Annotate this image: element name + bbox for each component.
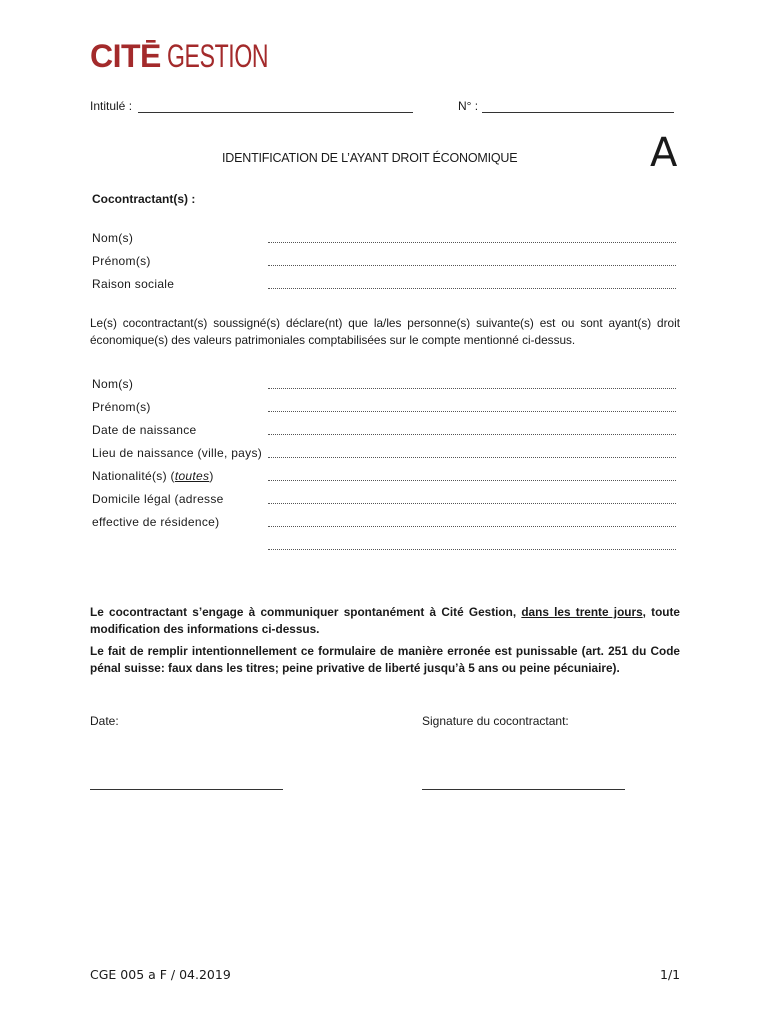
ayant-droit-nom-field[interactable] <box>268 388 676 389</box>
numero-label: N° : <box>458 99 479 113</box>
engagement-part2: , toute modification des informations ci-dessus. <box>90 605 680 636</box>
ayant-droit-prenom-label: Prénom(s) <box>92 400 151 414</box>
nationalite-toutes: toutes <box>174 469 210 483</box>
cocontractant-raison-sociale-field[interactable] <box>268 288 676 289</box>
form-title: IDENTIFICATION DE L’AYANT DROIT ÉCONOMIQUE <box>222 151 518 165</box>
nationalite-suffix: ) <box>209 469 214 483</box>
ayant-droit-domicile-field-1[interactable] <box>268 503 676 504</box>
ayant-droit-date-naissance-label: Date de naissance <box>92 423 197 437</box>
ayant-droit-domicile-label-line2: effective de résidence) <box>92 515 220 529</box>
date-field[interactable] <box>90 789 283 790</box>
logo-text-gestion: GESTION <box>166 38 269 74</box>
ayant-droit-domicile-field-3[interactable] <box>268 549 676 550</box>
cite-gestion-logo <box>90 38 307 74</box>
ayant-droit-date-naissance-field[interactable] <box>268 434 676 435</box>
field-label-nom: Nom(s) <box>92 231 134 245</box>
ayant-droit-nationalite-label <box>92 469 214 484</box>
declaration-text: Le(s) cocontractant(s) soussigné(s) déclare(nt) que la/les personne(s) suivante(s) est ou sont ayant(s) droit économique(s) des valeurs patrimoniales comptabilisées sur le compte mentionné ci-dessus. <box>90 316 680 347</box>
cocontractant-prenom-field[interactable] <box>268 265 676 266</box>
ayant-droit-prenom-field[interactable] <box>268 411 676 412</box>
field-label-prenom: Prénom(s) <box>92 254 151 268</box>
nationalite-prefix: Nationalité(s) ( <box>92 469 175 483</box>
ayant-droit-domicile-field-2[interactable] <box>268 526 676 527</box>
signature-label: Signature du cocontractant: <box>422 714 569 728</box>
cocontractants-heading: Cocontractant(s) : <box>92 192 196 206</box>
ayant-droit-lieu-naissance-field[interactable] <box>268 457 676 458</box>
page-number: 1/1 <box>660 967 681 982</box>
engagement-deadline: dans les trente jours <box>521 605 643 619</box>
field-label-raison-sociale: Raison sociale <box>92 277 175 291</box>
penal-notice: Le fait de remplir intentionnellement ce formulaire de manière erronée est punissable (art. 251 du Code pénal suisse: faux dans les titres; peine privative de liberté jusqu’à 5 ans ou peine pécuniaire). <box>90 644 680 675</box>
form-letter: A <box>650 130 678 176</box>
ayant-droit-domicile-label-line1: Domicile légal (adresse <box>92 492 224 506</box>
numero-field[interactable] <box>482 112 674 113</box>
form-reference: CGE 005 a F / 04.2019 <box>90 967 231 982</box>
cocontractant-nom-field[interactable] <box>268 242 676 243</box>
logo-text-cite: CITĒ <box>90 38 161 74</box>
ayant-droit-nom-label: Nom(s) <box>92 377 134 391</box>
engagement-text <box>90 604 680 638</box>
signature-field[interactable] <box>422 789 625 790</box>
intitule-label: Intitulé : <box>90 99 133 113</box>
ayant-droit-nationalite-field[interactable] <box>268 480 676 481</box>
engagement-part1: Le cocontractant s’engage à communiquer spontanément à Cité Gestion, <box>90 605 522 619</box>
date-label: Date: <box>90 714 119 728</box>
ayant-droit-lieu-naissance-label: Lieu de naissance (ville, pays) <box>92 446 263 460</box>
intitule-field[interactable] <box>138 112 413 113</box>
